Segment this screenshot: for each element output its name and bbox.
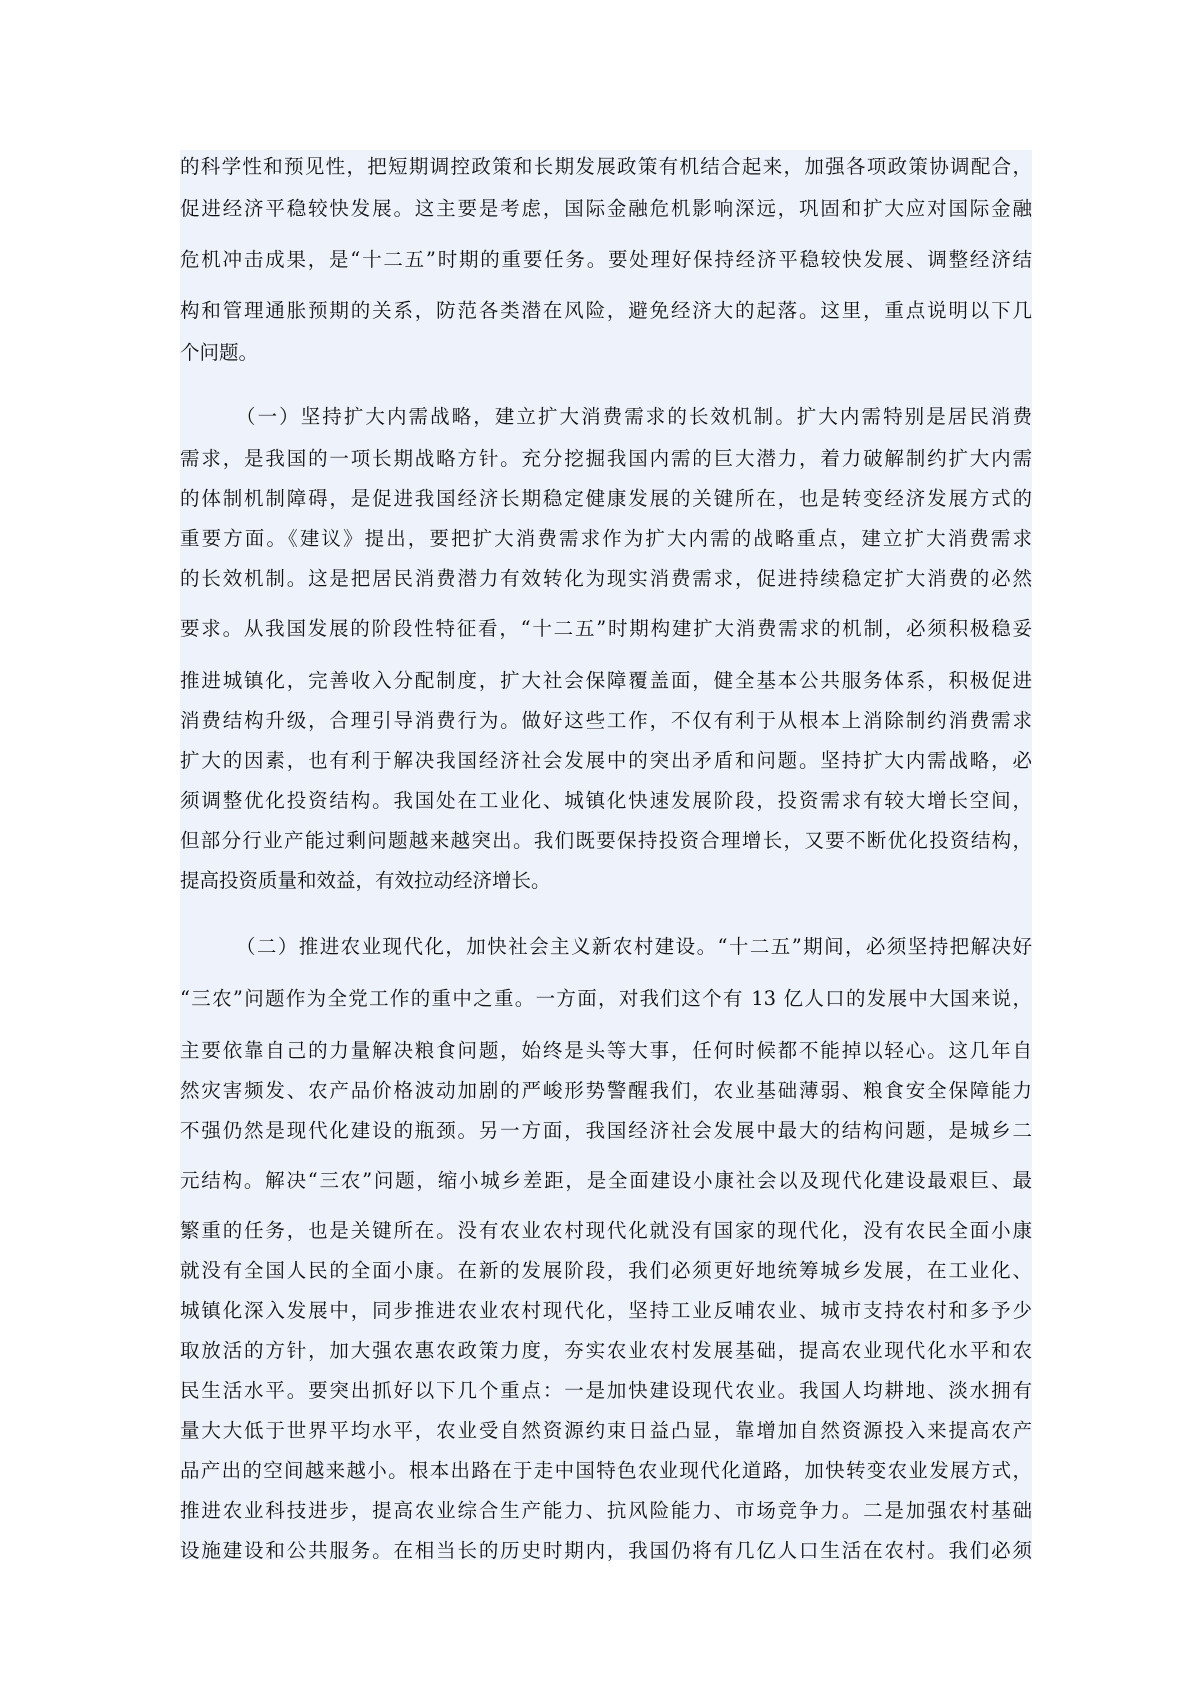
text-line: 推进农业科技进步，提高农业综合生产能力、抗风险能力、市场竞争力。二是加强农村基础 [180, 1499, 1032, 1522]
text-line: 量大大低于世界平均水平，农业受自然资源约束日益凸显，靠增加自然资源投入来提高农产 [180, 1419, 1032, 1442]
text-line: 品产出的空间越来越小。根本出路在于走中国特色农业现代化道路，加快转变农业发展方式， [180, 1459, 1032, 1482]
text-line: 繁重的任务，也是关键所在。没有农业农村现代化就没有国家的现代化，没有农民全面小康 [180, 1219, 1032, 1242]
text-line: 须调整优化投资结构。我国处在工业化、城镇化快速发展阶段，投资需求有较大增长空间， [180, 789, 1032, 812]
text-line: 设施建设和公共服务。在相当长的历史时期内，我国仍将有几亿人口生活在农村。我们必须 [180, 1539, 1032, 1562]
paragraph-first-line: （一）坚持扩大内需战略，建立扩大消费需求的长效机制。扩大内需特别是居民消费 [236, 405, 1032, 428]
text-line: 消费结构升级，合理引导消费行为。做好这些工作，不仅有利于从根本上消除制约消费需求 [180, 709, 1032, 732]
text-line: 需求，是我国的一项长期战略方针。充分挖掘我国内需的巨大潜力，着力破解制约扩大内需 [180, 447, 1032, 470]
text-line: 主要依靠自己的力量解决粮食问题，始终是头等大事，任何时候都不能掉以轻心。这几年自 [180, 1039, 1032, 1062]
text-line: 构和管理通胀预期的关系，防范各类潜在风险，避免经济大的起落。这里，重点说明以下几 [180, 299, 1032, 322]
text-line: 然灾害频发、农产品价格波动加剧的严峻形势警醒我们，农业基础薄弱、粮食安全保障能力 [180, 1079, 1032, 1102]
text-line: 的长效机制。这是把居民消费潜力有效转化为现实消费需求，促进持续稳定扩大消费的必然 [180, 567, 1032, 590]
text-line: 推进城镇化，完善收入分配制度，扩大社会保障覆盖面，健全基本公共服务体系，积极促进 [180, 669, 1032, 692]
text-line: 促进经济平稳较快发展。这主要是考虑，国际金融危机影响深远，巩固和扩大应对国际金融 [180, 197, 1032, 220]
text-line: 取放活的方针，加大强农惠农政策力度，夯实农业农村发展基础，提高农业现代化水平和农 [180, 1339, 1032, 1362]
text-line: 元结构。解决“三农”问题，缩小城乡差距，是全面建设小康社会以及现代化建设最艰巨、最 [180, 1169, 1032, 1192]
text-line: 重要方面。《建议》提出，要把扩大消费需求作为扩大内需的战略重点，建立扩大消费需求 [180, 527, 1032, 550]
text-line: 城镇化深入发展中，同步推进农业农村现代化，坚持工业反哺农业、城市支持农村和多予少 [180, 1299, 1032, 1322]
text-line: 的科学性和预见性，把短期调控政策和长期发展政策有机结合起来，加强各项政策协调配合， [180, 155, 1032, 178]
text-line: “三农”问题作为全党工作的重中之重。一方面，对我们这个有 13 亿人口的发展中大国来说， [180, 987, 1032, 1010]
text-line: 扩大的因素，也有利于解决我国经济社会发展中的突出矛盾和问题。坚持扩大内需战略，必 [180, 749, 1032, 772]
text-line: 就没有全国人民的全面小康。在新的发展阶段，我们必须更好地统筹城乡发展，在工业化、 [180, 1259, 1032, 1282]
text-line: 的体制机制障碍，是促进我国经济长期稳定健康发展的关键所在，也是转变经济发展方式的 [180, 487, 1032, 510]
text-line: 但部分行业产能过剩问题越来越突出。我们既要保持投资合理增长，又要不断优化投资结构， [180, 829, 1032, 852]
text-line: 危机冲击成果，是“十二五”时期的重要任务。要处理好保持经济平稳较快发展、调整经济结 [180, 248, 1032, 271]
text-line: 提高投资质量和效益，有效拉动经济增长。 [180, 869, 551, 892]
text-line: 要求。从我国发展的阶段性特征看，“十二五”时期构建扩大消费需求的机制，必须积极稳妥 [180, 617, 1032, 640]
text-line: 不强仍然是现代化建设的瓶颈。另一方面，我国经济社会发展中最大的结构问题，是城乡二 [180, 1119, 1032, 1142]
text-line: 民生活水平。要突出抓好以下几个重点：一是加快建设现代农业。我国人均耕地、淡水拥有 [180, 1379, 1032, 1402]
text-line: 个问题。 [180, 341, 259, 364]
paragraph-first-line: （二）推进农业现代化，加快社会主义新农村建设。“十二五”期间，必须坚持把解决好 [236, 935, 1032, 958]
